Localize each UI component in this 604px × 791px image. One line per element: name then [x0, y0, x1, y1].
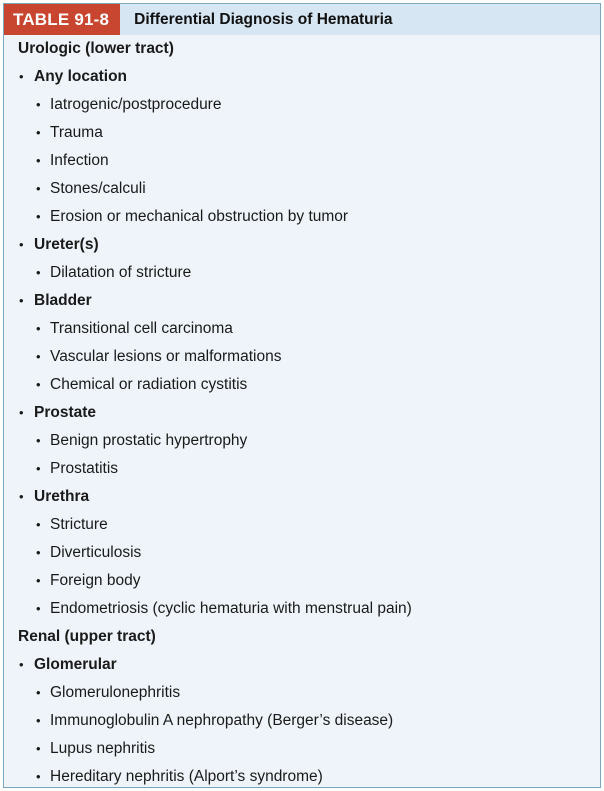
group-label: Prostate — [34, 404, 97, 421]
bullet-icon: • — [19, 237, 24, 252]
bullet-icon: • — [36, 517, 41, 532]
table-header — [4, 4, 600, 35]
list-item — [4, 315, 600, 343]
bullet-icon: • — [36, 125, 41, 140]
section-heading: Renal (upper tract) — [18, 628, 156, 645]
bullet-icon: • — [36, 601, 41, 616]
list-item-text: Iatrogenic/postprocedure — [50, 96, 222, 113]
list-item — [4, 91, 600, 119]
list-item-text: Trauma — [50, 124, 103, 141]
list-item — [4, 371, 600, 399]
bullet-icon: • — [19, 657, 24, 672]
list-item-text: Lupus nephritis — [50, 740, 156, 757]
list-item-text: Benign prostatic hypertrophy — [50, 432, 248, 449]
list-item — [4, 539, 600, 567]
list-item — [4, 763, 600, 788]
bullet-icon: • — [36, 377, 41, 392]
list-item-text: Stricture — [50, 516, 108, 533]
bullet-icon: • — [36, 97, 41, 112]
section-heading: Urologic (lower tract) — [18, 40, 174, 57]
bullet-icon: • — [36, 181, 41, 196]
list-item-text: Foreign body — [50, 572, 141, 589]
list-item — [4, 679, 600, 707]
bullet-icon: • — [36, 461, 41, 476]
list-item — [4, 595, 600, 623]
list-item-text: Endometriosis (cyclic hematuria with menstrual pain) — [50, 600, 412, 617]
bullet-icon: • — [36, 545, 41, 560]
list-item — [4, 427, 600, 455]
bullet-icon: • — [19, 405, 24, 420]
group-item — [4, 231, 600, 259]
list-item-text: Dilatation of stricture — [50, 264, 192, 281]
list-item-text: Erosion or mechanical obstruction by tumor — [50, 208, 349, 225]
list-item-text: Infection — [50, 152, 109, 169]
list-item-text: Glomerulonephritis — [50, 684, 181, 701]
group-label: Any location — [34, 68, 128, 85]
bullet-icon: • — [36, 153, 41, 168]
list-item-text: Vascular lesions or malformations — [50, 348, 282, 365]
bullet-icon: • — [19, 489, 24, 504]
list-item — [4, 175, 600, 203]
bullet-icon: • — [36, 769, 41, 784]
bullet-icon: • — [36, 321, 41, 336]
table-body — [4, 35, 600, 788]
group-label: Bladder — [34, 292, 92, 309]
list-item — [4, 147, 600, 175]
list-item — [4, 455, 600, 483]
group-label: Urethra — [34, 488, 90, 505]
bullet-icon: • — [36, 685, 41, 700]
table-box — [3, 3, 601, 788]
group-item — [4, 483, 600, 511]
list-item-text: Chemical or radiation cystitis — [50, 376, 248, 393]
list-item — [4, 203, 600, 231]
list-item-text: Hereditary nephritis (Alport’s syndrome) — [50, 768, 323, 785]
group-label: Glomerular — [34, 656, 117, 673]
table-title: Differential Diagnosis of Hematuria — [134, 10, 393, 28]
group-label: Ureter(s) — [34, 236, 99, 253]
list-item-text: Diverticulosis — [50, 544, 142, 561]
list-item — [4, 707, 600, 735]
list-item — [4, 567, 600, 595]
group-item — [4, 63, 600, 91]
list-item-text: Transitional cell carcinoma — [50, 320, 233, 337]
table-number-badge: TABLE 91-8 — [4, 4, 120, 35]
bullet-icon: • — [36, 713, 41, 728]
list-item-text: Immunoglobulin A nephropathy (Berger’s disease) — [50, 712, 394, 729]
bullet-icon: • — [19, 293, 24, 308]
list-item-text: Prostatitis — [50, 460, 119, 477]
bullet-icon: • — [36, 209, 41, 224]
group-item — [4, 287, 600, 315]
list-item-text: Stones/calculi — [50, 180, 146, 197]
bullet-icon: • — [19, 69, 24, 84]
list-item — [4, 119, 600, 147]
group-item — [4, 651, 600, 679]
bullet-icon: • — [36, 265, 41, 280]
bullet-icon: • — [36, 573, 41, 588]
list-item — [4, 343, 600, 371]
list-item — [4, 259, 600, 287]
bullet-icon: • — [36, 741, 41, 756]
list-item — [4, 511, 600, 539]
group-item — [4, 399, 600, 427]
list-item — [4, 735, 600, 763]
bullet-icon: • — [36, 433, 41, 448]
bullet-icon: • — [36, 349, 41, 364]
